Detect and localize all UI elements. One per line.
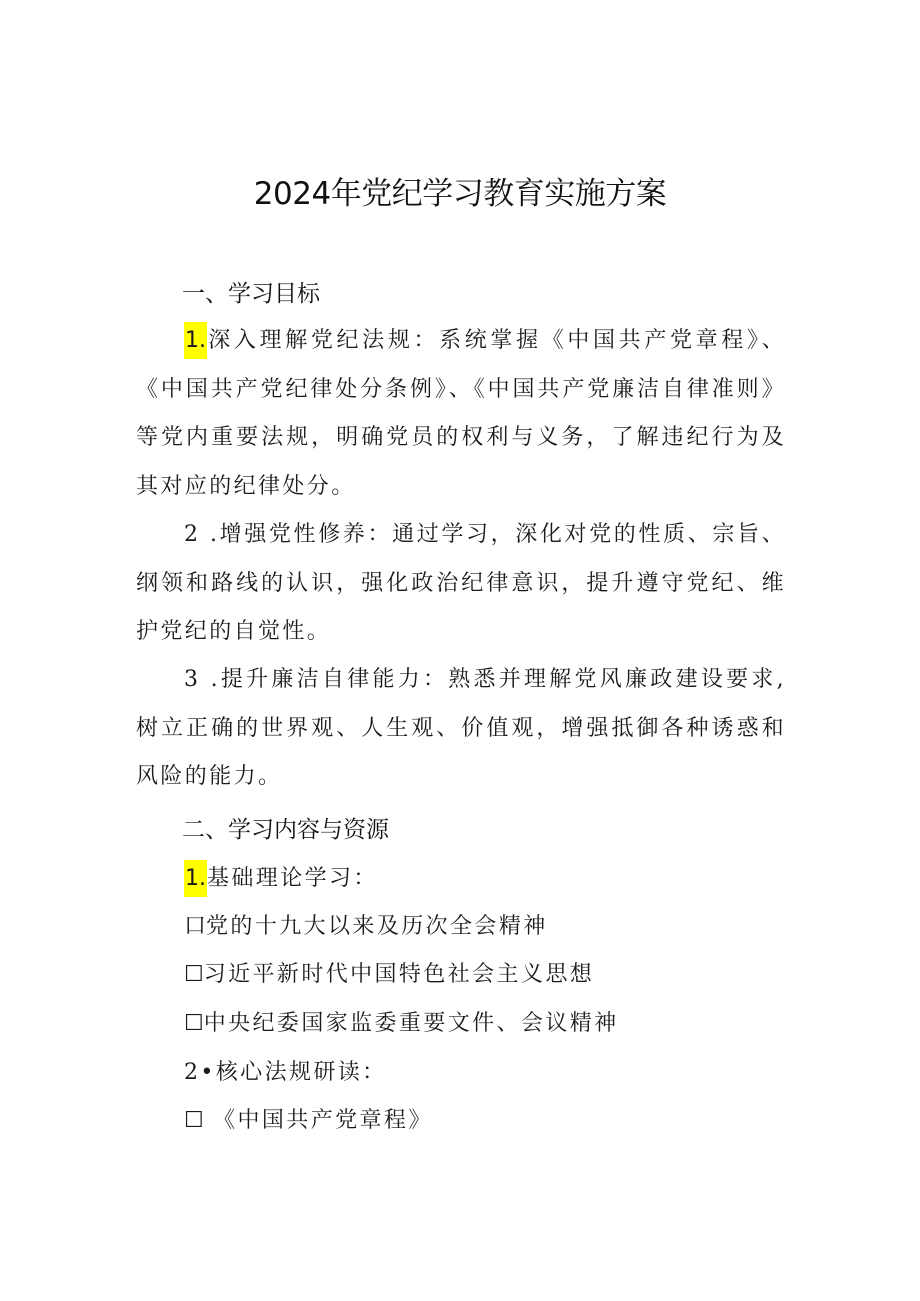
item-number: 2 . xyxy=(184,522,220,547)
checkbox-icon: ☐ xyxy=(184,1011,204,1036)
item-number-highlighted: 1. xyxy=(184,860,207,897)
checkbox-icon: 口 xyxy=(184,914,207,939)
goal-item-2-text: 增强党性修养：通过学习，深化对党的性质、宗旨、纲领和路线的认识，强化政治纪律意识，提升遵守党纪、维护党纪的自觉性。 xyxy=(136,522,786,644)
item-number: 3 . xyxy=(184,667,221,692)
goal-item-3 xyxy=(136,656,786,802)
document-title: 2024年党纪学习教育实施方案 xyxy=(253,176,667,212)
subsection-core-regulations xyxy=(184,1055,387,1091)
list-item xyxy=(184,1006,619,1042)
list-item xyxy=(184,909,548,945)
section-heading-goals: 一、学习目标 xyxy=(182,281,320,307)
list-item-text: 中央纪委国家监委重要文件、会议精神 xyxy=(203,1011,619,1036)
subsection-label: 基础理论学习： xyxy=(207,866,378,891)
subsection-label: 核心法规研读： xyxy=(215,1060,387,1085)
item-number-highlighted: 1. xyxy=(184,322,207,359)
list-item xyxy=(184,1103,433,1139)
checkbox-icon: ☐ xyxy=(184,1108,204,1133)
list-item-text: 习近平新时代中国特色社会主义思想 xyxy=(203,962,595,987)
list-item xyxy=(184,957,594,993)
section-heading-content: 二、学习内容与资源 xyxy=(182,817,389,843)
goal-item-1 xyxy=(136,317,786,511)
goal-item-1-text: 深入理解党纪法规：系统掌握《中国共产党章程》、《中国共产党纪律处分条例》、《中国共产党廉洁自律准则》等党内重要法规，明确党员的权利与义务，了解违纪行为及其对应的纪律处分。 xyxy=(136,328,786,499)
item-number: 2• xyxy=(184,1060,216,1085)
goal-item-2 xyxy=(136,511,786,657)
list-item-text: 党的十九大以来及历次全会精神 xyxy=(206,914,548,939)
checkbox-icon: ☐ xyxy=(184,962,204,987)
subsection-basic-theory xyxy=(184,861,378,897)
goal-item-3-text: 提升廉洁自律能力：熟悉并理解党风廉政建设要求,树立正确的世界观、人生观、价值观，增强抵御各种诱惑和风险的能力。 xyxy=(136,667,786,789)
list-item-text: 《中国共产党章程》 xyxy=(203,1108,433,1133)
